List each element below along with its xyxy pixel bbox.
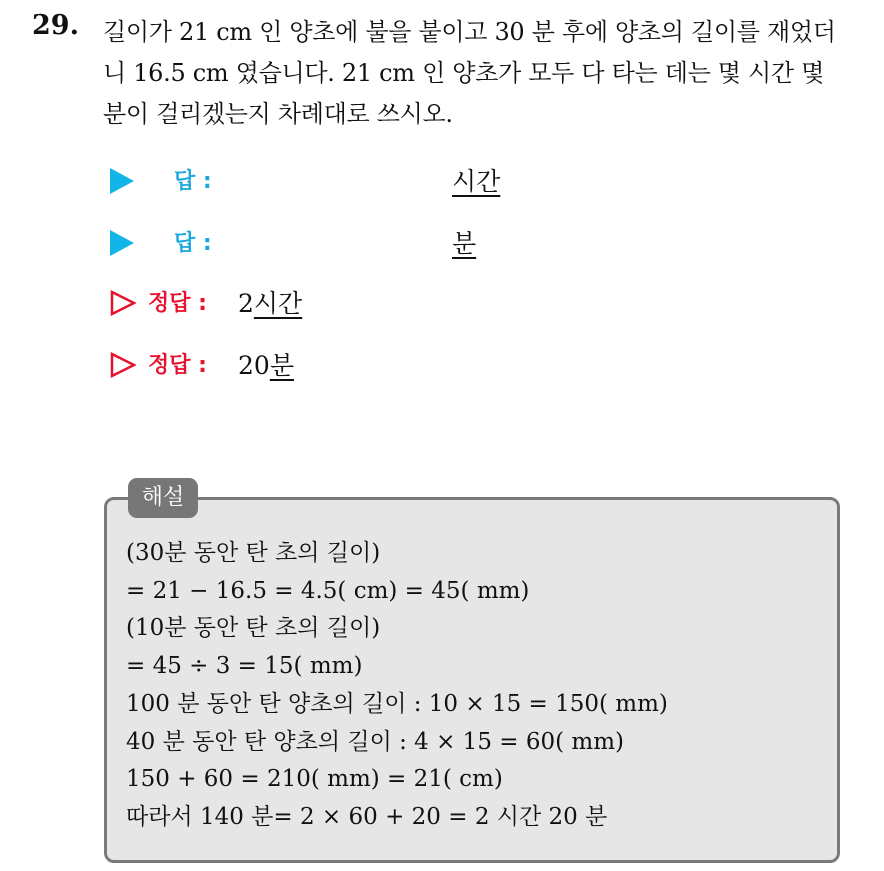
correct-answer-label: 정답 : xyxy=(148,353,207,378)
explanation-line: 따라서 140 분= 2 × 60 + 20 = 2 시간 20 분 xyxy=(126,803,608,830)
outline-triangle-icon xyxy=(110,290,136,316)
answer-unit-hours: 시간 xyxy=(452,167,501,196)
question-number: 29. xyxy=(32,10,79,41)
answer-label: 답 : xyxy=(174,231,212,256)
correct-answer-unit: 분 xyxy=(269,351,294,380)
explanation-line: 40 분 동안 탄 양초의 길이 : 4 × 15 = 60( mm) xyxy=(126,728,624,755)
correct-answer-unit: 시간 xyxy=(253,289,303,318)
answer-row-hours xyxy=(110,162,530,202)
explanation-line: (10분 동안 탄 초의 길이) xyxy=(126,615,381,642)
explanation-line: = 45 ÷ 3 = 15( mm) xyxy=(126,653,363,680)
correct-answer-label: 정답 : xyxy=(148,291,207,316)
filled-triangle-icon xyxy=(110,230,134,256)
question-line: 니 16.5 cm 였습니다. 21 cm 인 양초가 모두 다 타는 데는 몇 시간 몇 xyxy=(103,59,824,87)
explanation-line: = 21 − 16.5 = 4.5( cm) = 45( mm) xyxy=(126,577,530,604)
filled-triangle-icon xyxy=(110,168,134,194)
question-line: 길이가 21 cm 인 양초에 불을 붙이고 30 분 후에 양초의 길이를 재었더 xyxy=(103,18,836,46)
answer-label: 답 : xyxy=(174,169,212,194)
question-text xyxy=(103,12,863,135)
correct-answer-row-minutes xyxy=(110,346,410,386)
answer-row-minutes xyxy=(110,224,530,264)
explanation-line: (30분 동안 탄 초의 길이) xyxy=(126,540,381,566)
question-line: 분이 걸리겠는지 차례대로 쓰시오. xyxy=(103,100,453,128)
answer-unit-minutes: 분 xyxy=(452,229,477,258)
correct-answer-row-hours xyxy=(110,284,410,324)
explanation-lines xyxy=(126,535,668,837)
explanation-tag: 해설 xyxy=(128,478,198,518)
correct-answer-value: 20 xyxy=(238,351,270,380)
outline-triangle-icon xyxy=(110,352,136,378)
correct-answer-value: 2 xyxy=(238,289,254,318)
explanation-line: 100 분 동안 탄 양초의 길이 : 10 × 15 = 150( mm) xyxy=(126,690,668,717)
explanation-line: 150 + 60 = 210( mm) = 21( cm) xyxy=(126,766,503,793)
